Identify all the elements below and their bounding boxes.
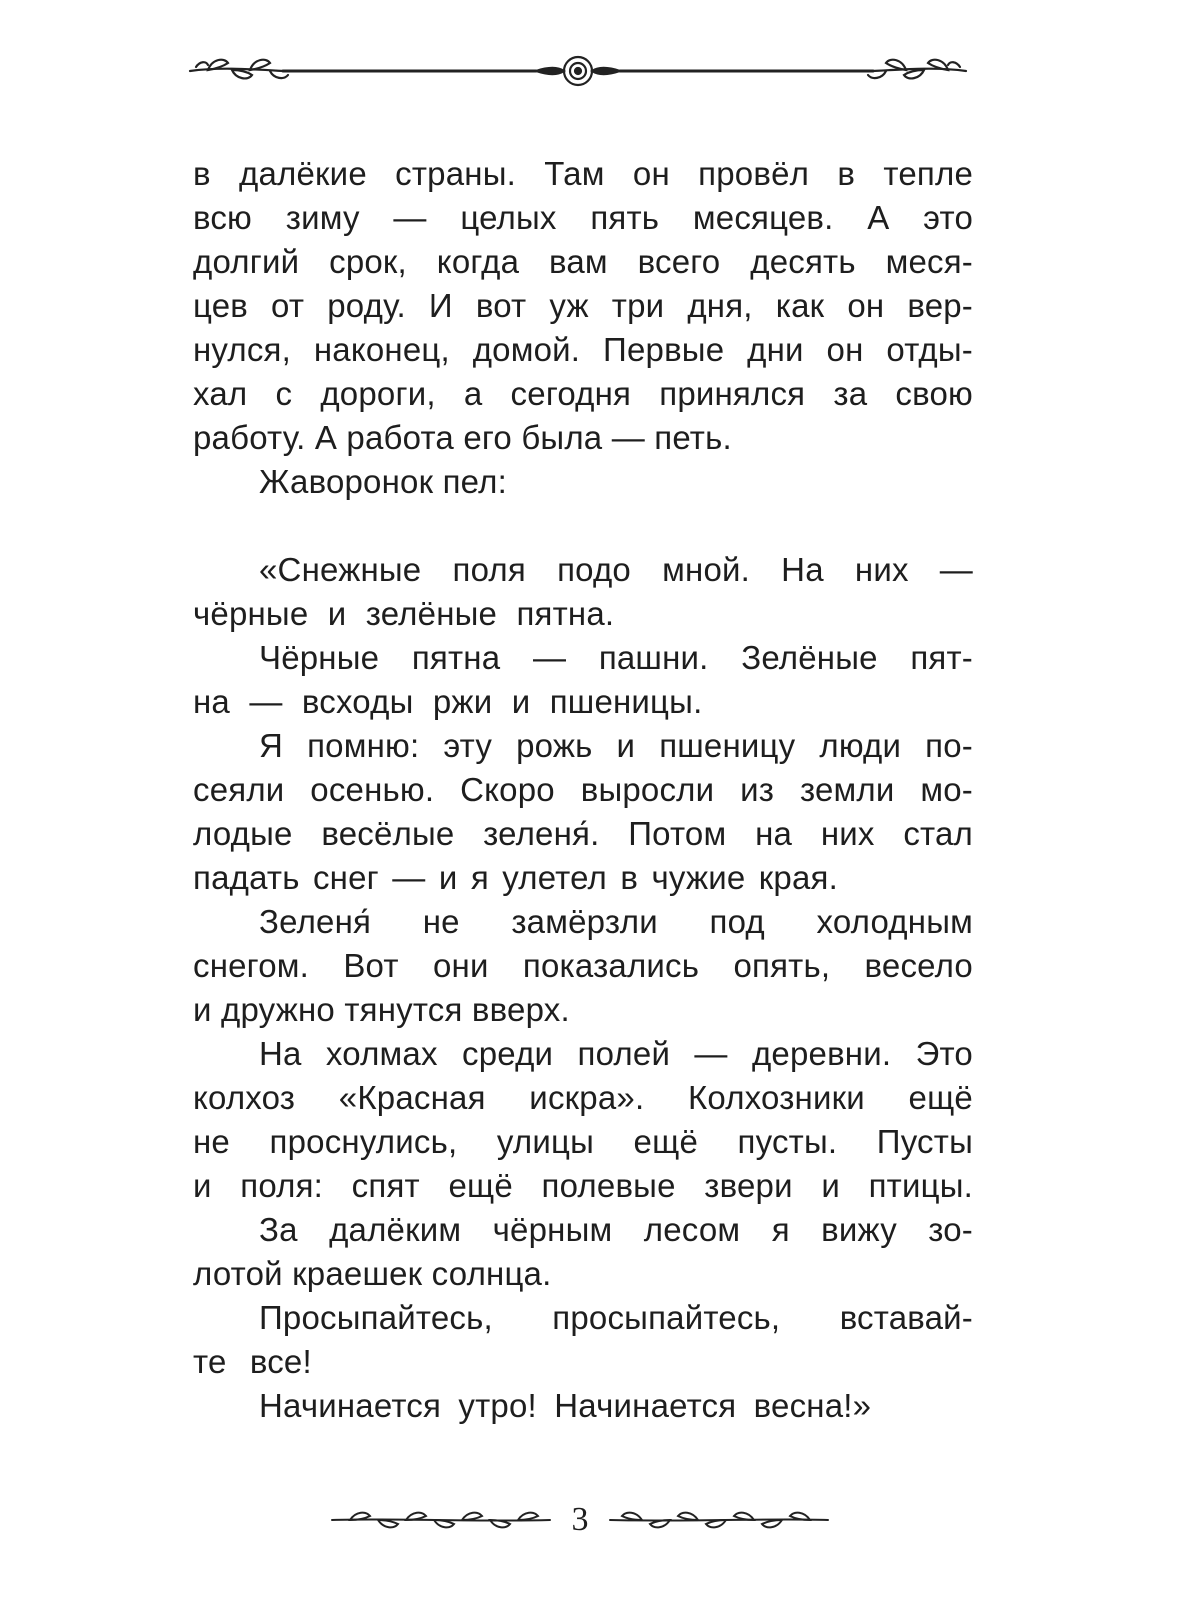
text-line: Просыпайтесь, просыпайтесь, вставай- (259, 1299, 973, 1336)
text-line: всю зиму — целых пять месяцев. А это (193, 199, 973, 236)
text-line: на — всходы ржи и пшеницы. (193, 683, 703, 720)
text-line: «Снежные поля подо мной. На них — (259, 551, 973, 588)
text-line: За далёким чёрным лесом я вижу зо- (259, 1211, 973, 1248)
text-line: в далёкие страны. Там он провёл в тепле (193, 155, 973, 192)
text-line: те все! (193, 1343, 312, 1380)
text-line: Чёрные пятна — пашни. Зелёные пят- (259, 639, 973, 676)
text-line: и поля: спят ещё полевые звери и птицы. (193, 1167, 973, 1204)
text-line: долгий срок, когда вам всего десять меся- (193, 243, 973, 280)
text-line: не проснулись, улицы ещё пусты. Пусты (193, 1123, 973, 1160)
text-line: лодые весёлые зеленя́. Потом на них стал (193, 815, 973, 852)
text-line: хал с дороги, а сегодня принялся за свою (193, 375, 973, 412)
text-line: колхоз «Красная искра». Колхозники ещё (193, 1079, 973, 1116)
text-line: работу. А работа его была — петь. (193, 419, 732, 456)
page-number: 3 (571, 1501, 589, 1538)
text-line: Жаворонок пел: (259, 463, 507, 500)
text-line: Начинается утро! Начинается весна!» (259, 1387, 872, 1424)
text-line: падать снег — и я улетел в чужие края. (193, 859, 838, 896)
text-line: снегом. Вот они показались опять, весело (193, 947, 973, 984)
paragraph-gap (193, 504, 973, 548)
text-line: Зеленя́ не замёрзли под холодным (259, 903, 973, 940)
text-line: лотой краешек солнца. (193, 1255, 552, 1292)
story-text (193, 152, 973, 1428)
text-line: чёрные и зелёные пятна. (193, 595, 615, 632)
top-vine-ornament-icon (188, 45, 968, 95)
text-line: нулся, наконец, домой. Первые дни он отды- (193, 331, 973, 368)
text-line: цев от роду. И вот уж три дня, как он вер- (193, 287, 973, 324)
text-line: Я помню: эту рожь и пшеницу люди по- (259, 727, 973, 764)
text-line: сеяли осенью. Скоро выросли из земли мо- (193, 771, 973, 808)
text-line: и дружно тянутся вверх. (193, 991, 570, 1028)
text-line: На холмах среди полей — деревни. Это (259, 1035, 973, 1072)
